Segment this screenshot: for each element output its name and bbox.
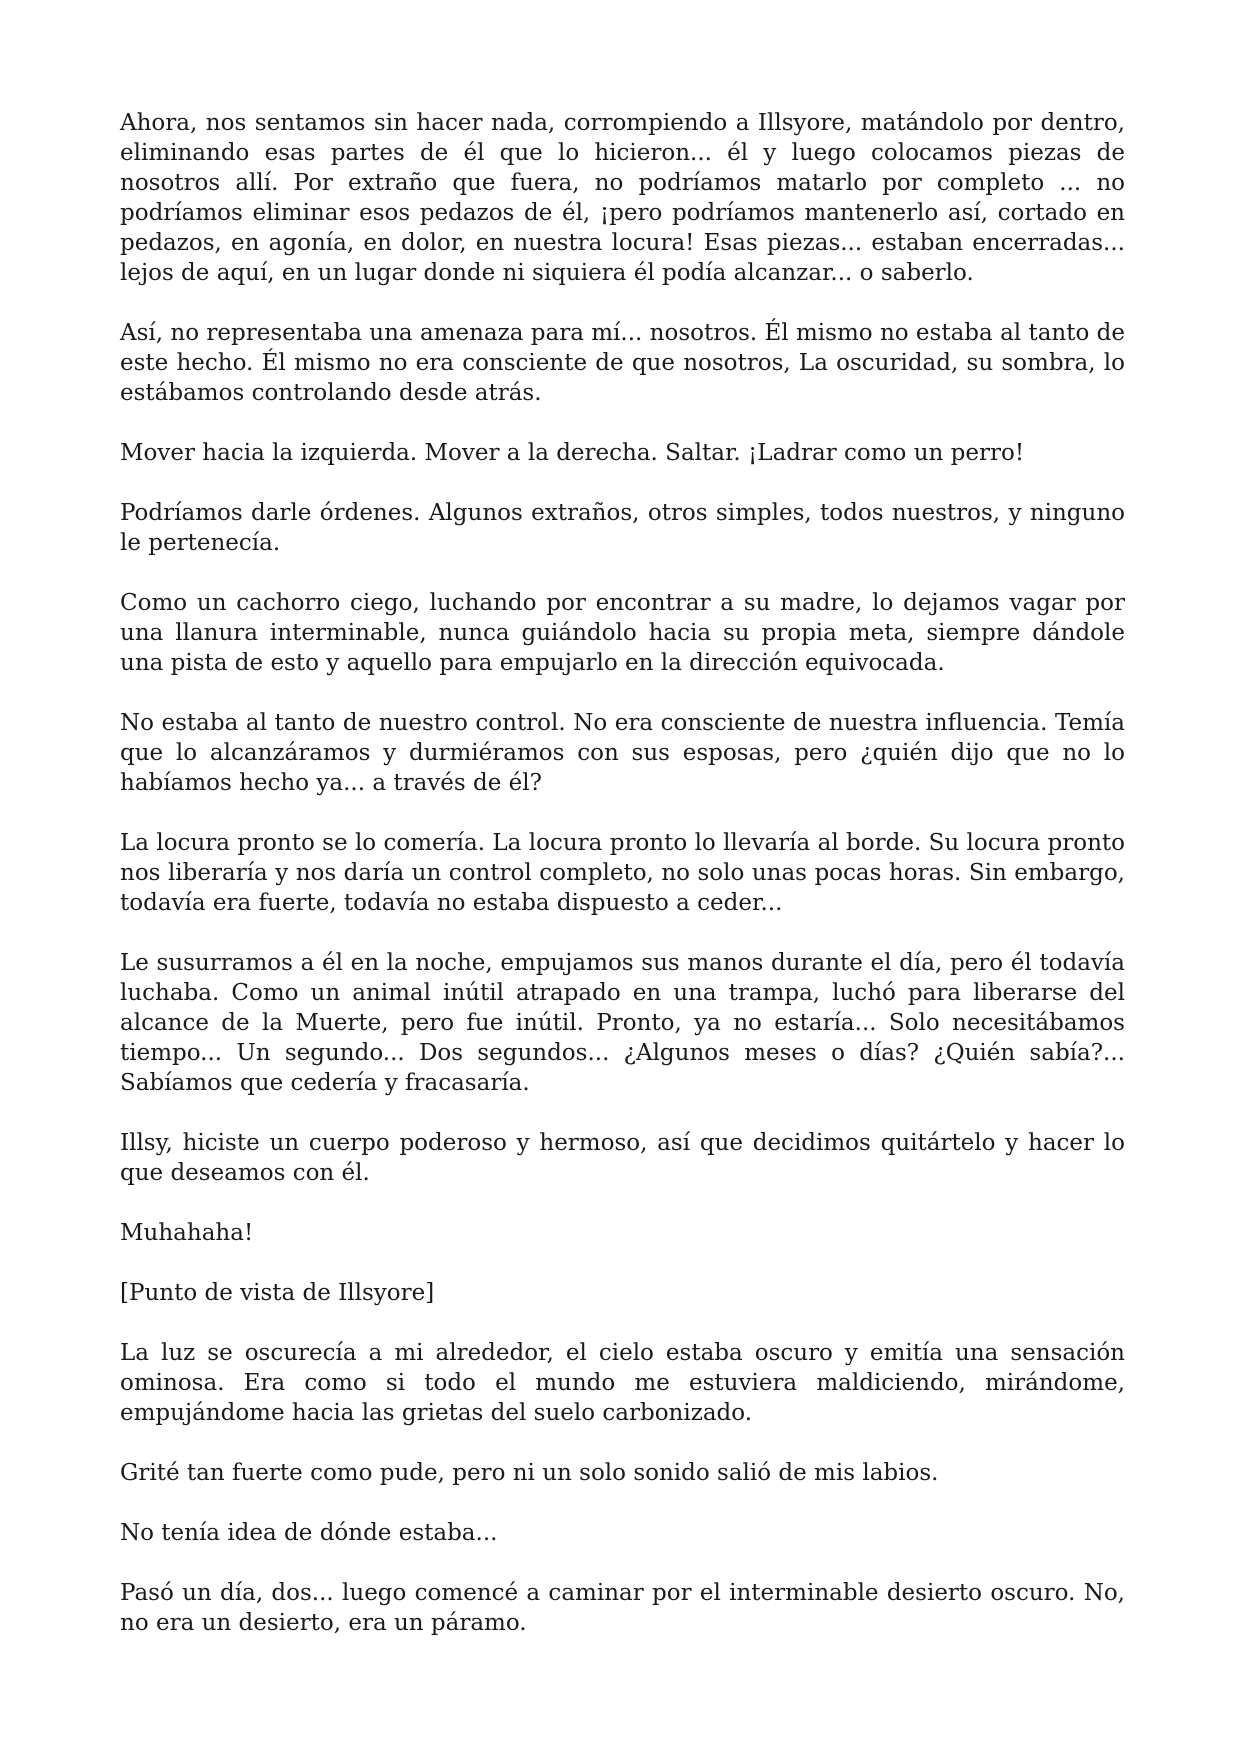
paragraph: Grité tan fuerte como pude, pero ni un solo sonido salió de mis labios. bbox=[120, 1460, 939, 1486]
paragraph: Pasó un día, dos... luego comencé a caminar por el interminable desierto oscuro. No, no era un desierto, era un páramo. bbox=[120, 1580, 1125, 1636]
paragraph: Illsy, hiciste un cuerpo poderoso y hermoso, así que decidimos quitártelo y hacer lo que deseamos con él. bbox=[120, 1130, 1125, 1186]
document-page bbox=[120, 108, 1125, 1668]
paragraph: Como un cachorro ciego, luchando por encontrar a su madre, lo dejamos vagar por una llanura interminable, nunca guiándolo hacia su propia meta, siempre dándole una pista de esto y aquello para empujarlo en la dirección equivocada. bbox=[120, 590, 1125, 676]
paragraph: La locura pronto se lo comería. La locura pronto lo llevaría al borde. Su locura pronto nos liberaría y nos daría un control completo, no solo unas pocas horas. Sin embargo, todavía era fuerte, todavía no estaba dispuesto a ceder... bbox=[120, 830, 1125, 916]
paragraph: No tenía idea de dónde estaba... bbox=[120, 1520, 498, 1546]
paragraph: Muhahaha! bbox=[120, 1220, 254, 1246]
paragraph: Mover hacia la izquierda. Mover a la derecha. Saltar. ¡Ladrar como un perro! bbox=[120, 440, 1025, 466]
section-heading: [Punto de vista de Illsyore] bbox=[120, 1280, 435, 1306]
paragraph: Le susurramos a él en la noche, empujamos sus manos durante el día, pero él todavía luchaba. Como un animal inútil atrapado en una trampa, luchó para liberarse del alcance de la Muerte, pero fue inútil. Pronto, ya no estaría... Solo necesitábamos tiempo... Un segundo... Dos segundos... ¿Algunos meses o días? ¿Quién sabía?... Sabíamos que cedería y fracasaría. bbox=[120, 950, 1125, 1096]
paragraph: No estaba al tanto de nuestro control. No era consciente de nuestra influencia. Temía que lo alcanzáramos y durmiéramos con sus esposas, pero ¿quién dijo que no lo habíamos hecho ya... a través de él? bbox=[120, 710, 1125, 796]
paragraph: La luz se oscurecía a mi alrededor, el cielo estaba oscuro y emitía una sensación ominosa. Era como si todo el mundo me estuviera maldiciendo, mirándome, empujándome hacia las grietas del suelo carbonizado. bbox=[120, 1340, 1125, 1426]
paragraph: Ahora, nos sentamos sin hacer nada, corrompiendo a Illsyore, matándolo por dentro, eliminando esas partes de él que lo hicieron... él y luego colocamos piezas de nosotros allí. Por extraño que fuera, no podríamos matarlo por completo ... no podríamos eliminar esos pedazos de él, ¡pero podríamos mantenerlo así, cortado en pedazos, en agonía, en dolor, en nuestra locura! Esas piezas... estaban encerradas... lejos de aquí, en un lugar donde ni siquiera él podía alcanzar... o saberlo. bbox=[120, 110, 1125, 286]
paragraph: Así, no representaba una amenaza para mí... nosotros. Él mismo no estaba al tanto de este hecho. Él mismo no era consciente de que nosotros, La oscuridad, su sombra, lo estábamos controlando desde atrás. bbox=[120, 320, 1125, 406]
paragraph: Podríamos darle órdenes. Algunos extraños, otros simples, todos nuestros, y ninguno le pertenecía. bbox=[120, 500, 1125, 556]
